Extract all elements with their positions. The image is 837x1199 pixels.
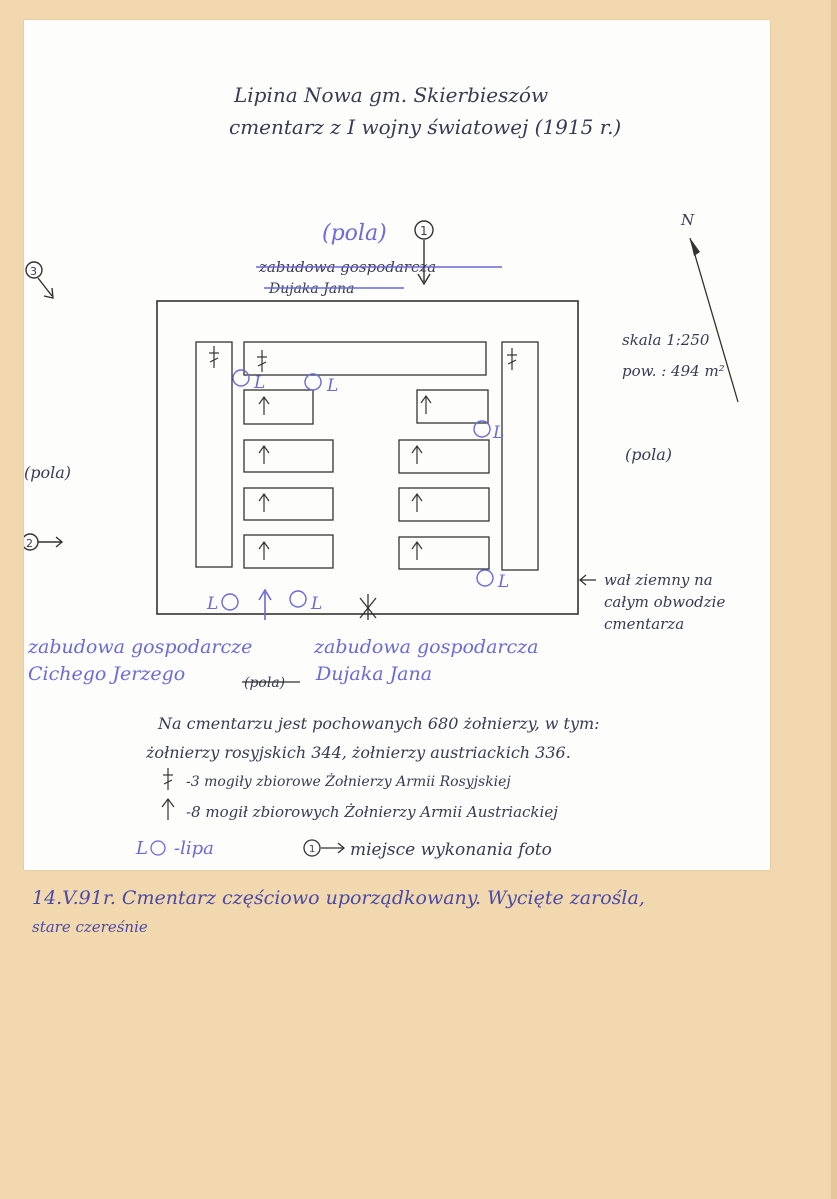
label-pola-bottom: (pola) xyxy=(244,675,286,691)
label-pola-top: (pola) xyxy=(322,221,387,246)
grave-austrian-1 xyxy=(244,390,313,424)
title-line-2: cmentarz z I wojny światowej (1915 r.) xyxy=(229,115,622,139)
photo-point-3-icon xyxy=(26,262,53,298)
grave-austrian-2 xyxy=(244,440,333,472)
linden-tree-icon xyxy=(222,370,493,610)
grave-russian-right xyxy=(502,342,538,570)
legend-photo-number: 1 xyxy=(309,844,316,855)
legend-lipa-text: -lipa xyxy=(174,838,214,859)
legend-latin-cross-icon xyxy=(162,799,174,820)
label-pola-left: (pola) xyxy=(24,463,72,482)
label-zabudowa-top-2: Dujaka Jana xyxy=(269,281,355,297)
label-zabudowa-left-1: zabudowa gospodarcze xyxy=(28,636,253,658)
rampart-arrow-icon xyxy=(580,575,596,585)
label-zabudowa-left-2: Cichego Jerzego xyxy=(28,663,186,685)
svg-text:L: L xyxy=(207,594,219,614)
footer-note-line-2: stare czereśnie xyxy=(32,918,148,936)
grave-austrian-4 xyxy=(244,535,333,568)
gate-icon xyxy=(360,594,376,620)
grave-russian-left xyxy=(196,342,232,567)
legend-line-1: Na cmentarzu jest pochowanych 680 żołnierzy, w tym: xyxy=(158,714,600,733)
sketch-sheet xyxy=(24,20,770,870)
label-zabudowa-right-1: zabudowa gospodarcza xyxy=(314,636,539,658)
grave-austrian-7 xyxy=(399,488,489,521)
legend-photo-text: miejsce wykonania foto xyxy=(350,840,552,860)
photo-point-2-icon xyxy=(24,534,62,550)
footer-note xyxy=(0,870,837,990)
scale-text: skala 1:250 xyxy=(622,331,710,349)
label-zabudowa-top-1: zabudowa gospodarcza xyxy=(259,258,437,276)
title-line-1: Lipina Nowa gm. Skierbieszów xyxy=(234,83,549,107)
legend-line-2: żołnierzy rosyjskich 344, żołnierzy austriackich 336. xyxy=(146,743,571,762)
cemetery-plan xyxy=(24,20,770,870)
svg-text:1: 1 xyxy=(420,224,428,238)
grave-russian-top xyxy=(244,342,486,375)
legend-line-4: -8 mogił zbiorowych Żołnierzy Armii Austriackiej xyxy=(186,803,558,821)
orthodox-cross-icon xyxy=(209,346,517,372)
rampart-note-1: wał ziemny na xyxy=(604,571,713,589)
svg-text:L: L xyxy=(254,373,266,393)
legend-orthodox-cross-icon xyxy=(163,768,173,790)
grave-austrian-3 xyxy=(244,488,333,520)
legend-lipa-symbol: L xyxy=(136,838,148,859)
grave-austrian-8 xyxy=(399,537,489,569)
label-pola-right: (pola) xyxy=(625,445,673,464)
label-zabudowa-right-2: Dujaka Jana xyxy=(316,663,433,685)
linden-labels xyxy=(206,373,509,614)
footer-note-line-1: 14.V.91r. Cmentarz częściowo uporządkowany. Wycięte zarośla, xyxy=(32,887,645,909)
svg-text:2: 2 xyxy=(26,537,33,550)
svg-text:3: 3 xyxy=(30,265,37,278)
svg-text:L: L xyxy=(311,594,323,614)
grave-austrian-6 xyxy=(399,440,489,473)
area-text: pow. : 494 m² xyxy=(622,362,725,380)
rampart-note-3: cmentarza xyxy=(604,615,685,633)
svg-text:L: L xyxy=(498,572,510,592)
svg-text:L: L xyxy=(493,423,505,443)
entrance-arrow-icon xyxy=(259,590,271,620)
rampart-note-2: całym obwodzie xyxy=(604,593,726,611)
legend-linden-icon xyxy=(151,841,165,855)
grave-austrian-5 xyxy=(417,390,488,423)
photo-point-1-icon xyxy=(415,221,433,284)
svg-text:N: N xyxy=(681,211,695,229)
legend-line-3: -3 mogiły zbiorowe Żołnierzy Armii Rosyjskiej xyxy=(186,774,511,790)
svg-text:L: L xyxy=(327,376,339,396)
